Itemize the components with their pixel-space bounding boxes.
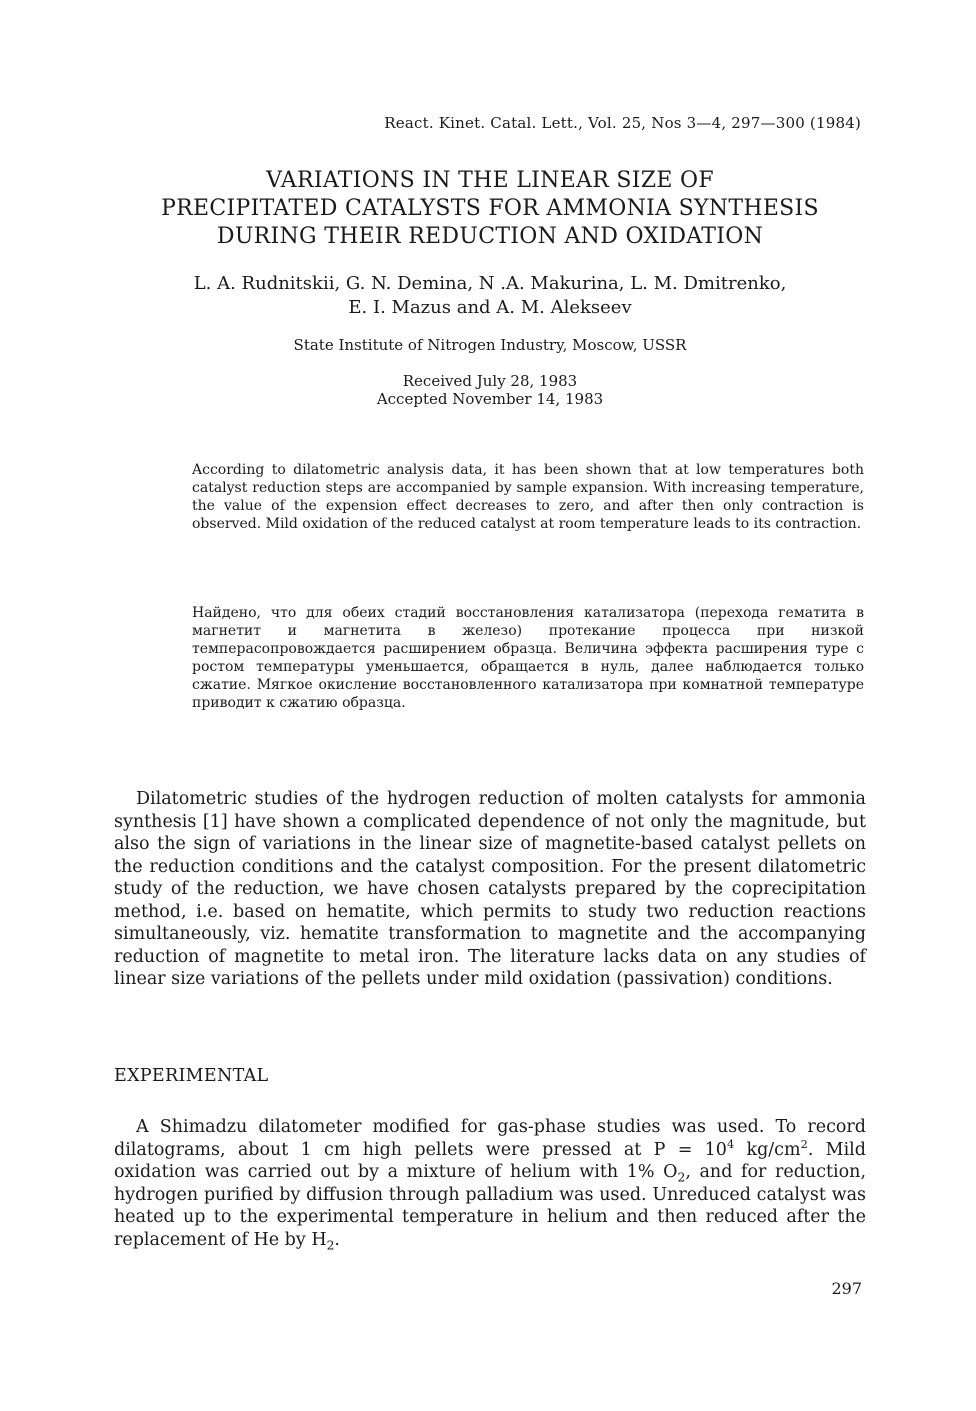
received-date: Received July 28, 1983: [402, 372, 578, 390]
abstract-russian: Найдено, что для обеих стадий восстановления катализатора (перехода гематита в магнетит и магнетита в железо) протекание процесса при низкой темперасопровождается расширением образца. Величина эффекта расширения туре с ростом температуры уменьшается, обращается в нуль, далее наблюдается только сжатие. Мягкое окисление восстановленного катализатора при комнатной температуре приводит к сжатию образца.: [192, 605, 864, 711]
author-list: [110, 272, 870, 320]
text-segment: kg/cm: [734, 1139, 801, 1160]
intro-paragraph: Dilatometric studies of the hydrogen reduction of molten catalysts for ammonia synthesis [1] have shown a complicated dependence of not only the magnitude, but also the sign of variations in the linear size of magnetite-based catalyst pellets on the reduction conditions and the catalyst composition. For the present dilatometric study of the reduction, we have chosen catalysts prepared by the coprecipitation method, i.e. based on hematite, which permits to study two reduction reactions simultaneously, viz. hematite transformation to magnetite and the accompanying reduction of magnetite to metal iron. The literature lacks data on any studies of linear size variations of the pellets under mild oxidation (passivation) conditions.: [114, 789, 866, 989]
section-heading-experimental: EXPERIMENTAL: [114, 1066, 269, 1086]
experimental-section: [114, 1116, 866, 1251]
superscript: 2: [800, 1136, 808, 1151]
accepted-date: Accepted November 14, 1983: [376, 390, 604, 408]
experimental-paragraph: [114, 1116, 866, 1251]
submission-dates: [110, 372, 870, 408]
introduction-section: [114, 788, 866, 991]
author-line: E. I. Mazus and A. M. Alekseev: [348, 297, 632, 318]
subscript: 2: [677, 1170, 686, 1185]
subscript: 2: [326, 1238, 335, 1252]
affiliation: State Institute of Nitrogen Industry, Moscow, USSR: [293, 336, 687, 354]
title-line: DURING THEIR REDUCTION AND OXIDATION: [216, 224, 764, 249]
text-segment: , and for reduction, hydrogen purified by diffusion through palladium was used. Unreduced catalyst was heated up to the experimental temperature in helium and then reduced after the replacement of He by H: [114, 1162, 867, 1250]
text-segment: A Shimadzu dilatometer modified for gas-phase studies was used. To record dilatograms, about 1 cm high pellets were pressed at P = 10: [114, 1117, 866, 1160]
title-line: PRECIPITATED CATALYSTS FOR AMMONIA SYNTHESIS: [161, 196, 819, 221]
text-segment: . Mild oxidation was carried out by a mixture of helium with 1% O: [114, 1139, 866, 1182]
page-number: 297: [831, 1279, 862, 1298]
text-segment: .: [334, 1229, 340, 1250]
article-title: [110, 167, 870, 251]
author-line: L. A. Rudnitskii, G. N. Demina, N .A. Makurina, L. M. Dmitrenko,: [193, 273, 787, 294]
superscript: 4: [726, 1136, 735, 1151]
abstract-english: According to dilatometric analysis data, it has been shown that at low temperatures both catalyst reduction steps are accompanied by sample expansion. With increasing temperature, the value of the expension effect decreases to zero, and after then only contraction is observed. Mild oxidation of the reduced catalyst at room temperature leads to its contraction.: [192, 462, 864, 532]
journal-reference: React. Kinet. Catal. Lett., Vol. 25, Nos 3—4, 297—300 (1984): [384, 114, 861, 132]
title-line: VARIATIONS IN THE LINEAR SIZE OF: [266, 168, 714, 193]
